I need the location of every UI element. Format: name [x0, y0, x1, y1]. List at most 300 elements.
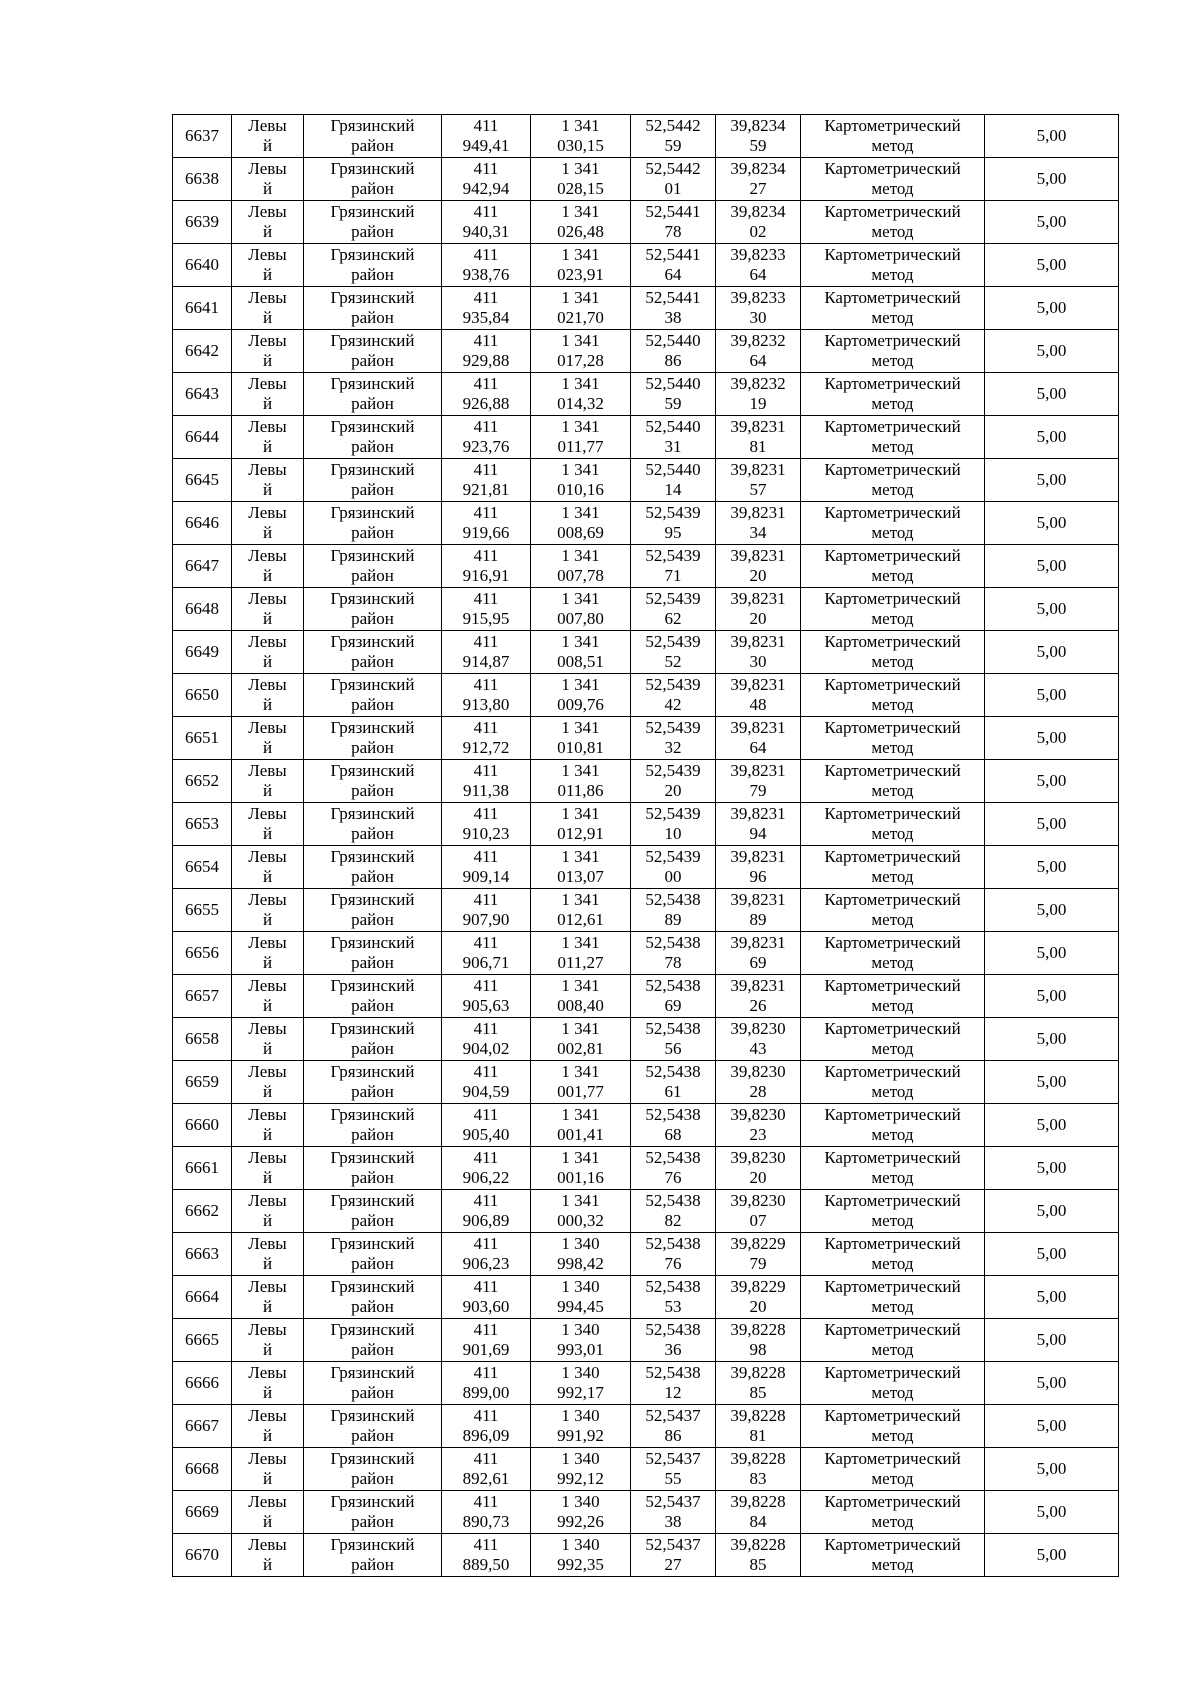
- method-cell-line: метод: [871, 867, 914, 886]
- x-coordinate-cell-line: 411: [473, 589, 499, 608]
- point-number-cell: 6658: [173, 1018, 232, 1061]
- method-cell: [801, 158, 985, 201]
- method-cell-line: Картометрический: [824, 1105, 961, 1124]
- x-coordinate-cell: [442, 1061, 531, 1104]
- side-cell-line: й: [262, 1426, 273, 1445]
- longitude-cell-line: 39,8228: [730, 1535, 786, 1554]
- side-cell-line: Левы: [248, 718, 287, 737]
- method-cell-line: метод: [871, 566, 914, 585]
- x-coordinate-cell-line: 904,02: [462, 1039, 510, 1058]
- method-cell-line: Картометрический: [824, 1234, 961, 1253]
- y-coordinate-cell-line: 1 340: [561, 1535, 600, 1554]
- district-cell-line: район: [351, 910, 394, 929]
- x-coordinate-cell-line: 940,31: [462, 222, 510, 241]
- method-cell: [801, 846, 985, 889]
- side-cell: [232, 330, 304, 373]
- longitude-cell: [716, 1448, 801, 1491]
- y-coordinate-cell: [531, 1362, 631, 1405]
- y-coordinate-cell-line: 1 340: [561, 1492, 600, 1511]
- district-cell: [304, 330, 442, 373]
- y-coordinate-cell-line: 017,28: [557, 351, 604, 370]
- latitude-cell-line: 52,5438: [645, 1105, 701, 1124]
- district-cell-line: Грязинский: [330, 331, 415, 350]
- side-cell-line: й: [262, 523, 273, 542]
- district-cell-line: район: [351, 523, 394, 542]
- method-cell: [801, 244, 985, 287]
- x-coordinate-cell: [442, 717, 531, 760]
- method-cell: [801, 803, 985, 846]
- table-row: [173, 1061, 1119, 1104]
- x-coordinate-cell: [442, 201, 531, 244]
- table-row: [173, 1534, 1119, 1577]
- method-cell: [801, 889, 985, 932]
- longitude-cell-line: 98: [749, 1340, 767, 1359]
- district-cell: [304, 1362, 442, 1405]
- latitude-cell-line: 52,5437: [645, 1449, 701, 1468]
- x-coordinate-cell-line: 892,61: [462, 1469, 510, 1488]
- x-coordinate-cell-line: 949,41: [462, 136, 510, 155]
- district-cell: [304, 545, 442, 588]
- x-coordinate-cell: [442, 1233, 531, 1276]
- latitude-cell: [631, 631, 716, 674]
- longitude-cell-line: 39,8231: [730, 976, 786, 995]
- side-cell-line: й: [262, 1082, 273, 1101]
- point-number-cell: 6642: [173, 330, 232, 373]
- table-row: [173, 1104, 1119, 1147]
- x-coordinate-cell: [442, 1319, 531, 1362]
- side-cell: [232, 545, 304, 588]
- x-coordinate-cell-line: 411: [473, 1406, 499, 1425]
- district-cell-line: район: [351, 566, 394, 585]
- table-body: [173, 115, 1119, 1577]
- method-cell-line: Картометрический: [824, 460, 961, 479]
- method-cell-line: метод: [871, 1555, 914, 1574]
- side-cell-line: й: [262, 1469, 273, 1488]
- side-cell-line: й: [262, 695, 273, 714]
- method-cell-line: Картометрический: [824, 1277, 961, 1296]
- district-cell: [304, 674, 442, 717]
- y-coordinate-cell: [531, 373, 631, 416]
- district-cell-line: район: [351, 996, 394, 1015]
- longitude-cell-line: 81: [749, 1426, 767, 1445]
- longitude-cell-line: 39,8231: [730, 718, 786, 737]
- district-cell: [304, 201, 442, 244]
- latitude-cell-line: 52,5439: [645, 675, 701, 694]
- y-coordinate-cell-line: 013,07: [557, 867, 604, 886]
- table-row: [173, 373, 1119, 416]
- y-coordinate-cell: [531, 115, 631, 158]
- x-coordinate-cell: [442, 502, 531, 545]
- point-number-cell: 6650: [173, 674, 232, 717]
- x-coordinate-cell: [442, 1190, 531, 1233]
- longitude-cell: [716, 1276, 801, 1319]
- latitude-cell: [631, 1061, 716, 1104]
- latitude-cell-line: 64: [664, 265, 682, 284]
- district-cell-line: район: [351, 179, 394, 198]
- longitude-cell: [716, 760, 801, 803]
- district-cell-line: Грязинский: [330, 761, 415, 780]
- latitude-cell-line: 52,5437: [645, 1406, 701, 1425]
- point-number-cell: 6639: [173, 201, 232, 244]
- x-coordinate-cell-line: 906,22: [462, 1168, 510, 1187]
- district-cell: [304, 1276, 442, 1319]
- y-coordinate-cell: [531, 287, 631, 330]
- y-coordinate-cell: [531, 588, 631, 631]
- longitude-cell-line: 39,8231: [730, 632, 786, 651]
- x-coordinate-cell: [442, 631, 531, 674]
- longitude-cell: [716, 373, 801, 416]
- y-coordinate-cell: [531, 545, 631, 588]
- table-row: [173, 975, 1119, 1018]
- point-number-cell: 6645: [173, 459, 232, 502]
- longitude-cell-line: 39,8233: [730, 288, 786, 307]
- latitude-cell-line: 82: [664, 1211, 682, 1230]
- table-row: [173, 1491, 1119, 1534]
- longitude-cell-line: 20: [749, 609, 767, 628]
- point-number-cell: 6656: [173, 932, 232, 975]
- longitude-cell-line: 39,8228: [730, 1492, 786, 1511]
- district-cell-line: Грязинский: [330, 847, 415, 866]
- side-cell-line: й: [262, 1125, 273, 1144]
- method-cell: [801, 502, 985, 545]
- side-cell: [232, 1061, 304, 1104]
- longitude-cell: [716, 674, 801, 717]
- method-cell-line: метод: [871, 781, 914, 800]
- table-row: [173, 115, 1119, 158]
- x-coordinate-cell-line: 411: [473, 503, 499, 522]
- side-cell: [232, 1534, 304, 1577]
- y-coordinate-cell-line: 011,86: [557, 781, 604, 800]
- accuracy-cell: 5,00: [985, 1147, 1119, 1190]
- longitude-cell-line: 39,8230: [730, 1105, 786, 1124]
- x-coordinate-cell-line: 942,94: [462, 179, 510, 198]
- accuracy-cell: 5,00: [985, 1534, 1119, 1577]
- latitude-cell: [631, 846, 716, 889]
- x-coordinate-cell: [442, 244, 531, 287]
- x-coordinate-cell-line: 411: [473, 761, 499, 780]
- longitude-cell-line: 02: [749, 222, 767, 241]
- y-coordinate-cell: [531, 1233, 631, 1276]
- district-cell: [304, 889, 442, 932]
- side-cell-line: Левы: [248, 245, 287, 264]
- x-coordinate-cell-line: 899,00: [462, 1383, 510, 1402]
- method-cell-line: Картометрический: [824, 417, 961, 436]
- longitude-cell-line: 39,8230: [730, 1148, 786, 1167]
- y-coordinate-cell-line: 1 340: [561, 1234, 600, 1253]
- x-coordinate-cell-line: 411: [473, 933, 499, 952]
- y-coordinate-cell-line: 993,01: [557, 1340, 604, 1359]
- side-cell: [232, 287, 304, 330]
- side-cell-line: й: [262, 1555, 273, 1574]
- latitude-cell-line: 52,5439: [645, 546, 701, 565]
- x-coordinate-cell: [442, 287, 531, 330]
- method-cell-line: метод: [871, 824, 914, 843]
- accuracy-cell: 5,00: [985, 459, 1119, 502]
- latitude-cell: [631, 1319, 716, 1362]
- x-coordinate-cell-line: 896,09: [462, 1426, 510, 1445]
- side-cell-line: Левы: [248, 460, 287, 479]
- district-cell-line: район: [351, 1555, 394, 1574]
- side-cell-line: й: [262, 1297, 273, 1316]
- side-cell-line: й: [262, 1039, 273, 1058]
- x-coordinate-cell-line: 913,80: [462, 695, 510, 714]
- y-coordinate-cell-line: 1 341: [561, 331, 600, 350]
- y-coordinate-cell-line: 1 341: [561, 804, 600, 823]
- accuracy-cell: 5,00: [985, 717, 1119, 760]
- longitude-cell: [716, 932, 801, 975]
- district-cell: [304, 244, 442, 287]
- latitude-cell-line: 52,5437: [645, 1535, 701, 1554]
- y-coordinate-cell-line: 1 340: [561, 1320, 600, 1339]
- point-number-cell: 6640: [173, 244, 232, 287]
- x-coordinate-cell-line: 921,81: [462, 480, 510, 499]
- district-cell-line: Грязинский: [330, 288, 415, 307]
- y-coordinate-cell: [531, 1276, 631, 1319]
- latitude-cell-line: 61: [664, 1082, 682, 1101]
- side-cell-line: й: [262, 265, 273, 284]
- x-coordinate-cell-line: 411: [473, 202, 499, 221]
- district-cell-line: район: [351, 781, 394, 800]
- table-row: [173, 803, 1119, 846]
- longitude-cell: [716, 889, 801, 932]
- x-coordinate-cell: [442, 889, 531, 932]
- y-coordinate-cell-line: 026,48: [557, 222, 604, 241]
- latitude-cell: [631, 889, 716, 932]
- point-number-cell: 6653: [173, 803, 232, 846]
- method-cell-line: метод: [871, 652, 914, 671]
- latitude-cell: [631, 1190, 716, 1233]
- y-coordinate-cell: [531, 760, 631, 803]
- district-cell: [304, 1147, 442, 1190]
- x-coordinate-cell: [442, 115, 531, 158]
- y-coordinate-cell-line: 992,35: [557, 1555, 604, 1574]
- method-cell-line: Картометрический: [824, 331, 961, 350]
- latitude-cell-line: 76: [664, 1254, 682, 1273]
- x-coordinate-cell: [442, 803, 531, 846]
- longitude-cell: [716, 1061, 801, 1104]
- x-coordinate-cell-line: 914,87: [462, 652, 510, 671]
- district-cell-line: район: [351, 1168, 394, 1187]
- latitude-cell-line: 52,5442: [645, 116, 701, 135]
- table-row: [173, 631, 1119, 674]
- district-cell-line: район: [351, 480, 394, 499]
- x-coordinate-cell: [442, 1362, 531, 1405]
- longitude-cell: [716, 201, 801, 244]
- district-cell: [304, 373, 442, 416]
- district-cell: [304, 1018, 442, 1061]
- x-coordinate-cell: [442, 459, 531, 502]
- table-row: [173, 674, 1119, 717]
- y-coordinate-cell: [531, 631, 631, 674]
- side-cell-line: Левы: [248, 589, 287, 608]
- method-cell-line: метод: [871, 1297, 914, 1316]
- point-number-cell: 6668: [173, 1448, 232, 1491]
- y-coordinate-cell-line: 007,80: [557, 609, 604, 628]
- district-cell-line: район: [351, 824, 394, 843]
- latitude-cell-line: 20: [664, 781, 682, 800]
- side-cell-line: й: [262, 996, 273, 1015]
- method-cell-line: метод: [871, 1254, 914, 1273]
- latitude-cell-line: 52,5440: [645, 460, 701, 479]
- longitude-cell: [716, 115, 801, 158]
- method-cell-line: метод: [871, 1512, 914, 1531]
- table-row: [173, 287, 1119, 330]
- longitude-cell: [716, 588, 801, 631]
- district-cell-line: Грязинский: [330, 546, 415, 565]
- method-cell: [801, 932, 985, 975]
- accuracy-cell: 5,00: [985, 502, 1119, 545]
- point-number-cell: 6667: [173, 1405, 232, 1448]
- latitude-cell-line: 52,5438: [645, 1234, 701, 1253]
- latitude-cell: [631, 932, 716, 975]
- side-cell-line: й: [262, 136, 273, 155]
- x-coordinate-cell-line: 411: [473, 288, 499, 307]
- district-cell-line: район: [351, 1297, 394, 1316]
- district-cell: [304, 1405, 442, 1448]
- method-cell-line: метод: [871, 953, 914, 972]
- x-coordinate-cell-line: 411: [473, 417, 499, 436]
- side-cell: [232, 889, 304, 932]
- district-cell: [304, 975, 442, 1018]
- y-coordinate-cell: [531, 717, 631, 760]
- district-cell-line: Грязинский: [330, 1277, 415, 1296]
- point-number-cell: 6670: [173, 1534, 232, 1577]
- method-cell: [801, 1190, 985, 1233]
- x-coordinate-cell: [442, 1147, 531, 1190]
- accuracy-cell: 5,00: [985, 1104, 1119, 1147]
- longitude-cell: [716, 1104, 801, 1147]
- district-cell-line: район: [351, 1340, 394, 1359]
- side-cell: [232, 674, 304, 717]
- district-cell-line: Грязинский: [330, 1492, 415, 1511]
- method-cell-line: метод: [871, 394, 914, 413]
- y-coordinate-cell-line: 1 341: [561, 159, 600, 178]
- y-coordinate-cell: [531, 1104, 631, 1147]
- table-row: [173, 760, 1119, 803]
- side-cell-line: Левы: [248, 890, 287, 909]
- district-cell-line: район: [351, 222, 394, 241]
- y-coordinate-cell-line: 992,12: [557, 1469, 604, 1488]
- method-cell-line: Картометрический: [824, 1019, 961, 1038]
- method-cell-line: метод: [871, 523, 914, 542]
- side-cell: [232, 1362, 304, 1405]
- y-coordinate-cell-line: 002,81: [557, 1039, 604, 1058]
- table-row: [173, 1018, 1119, 1061]
- longitude-cell: [716, 1190, 801, 1233]
- x-coordinate-cell-line: 935,84: [462, 308, 510, 327]
- latitude-cell-line: 56: [664, 1039, 682, 1058]
- district-cell-line: Грязинский: [330, 804, 415, 823]
- latitude-cell-line: 86: [664, 351, 682, 370]
- x-coordinate-cell-line: 411: [473, 1320, 499, 1339]
- side-cell-line: Левы: [248, 1105, 287, 1124]
- latitude-cell: [631, 287, 716, 330]
- accuracy-cell: 5,00: [985, 158, 1119, 201]
- y-coordinate-cell-line: 1 341: [561, 761, 600, 780]
- longitude-cell-line: 85: [749, 1383, 767, 1402]
- district-cell: [304, 1319, 442, 1362]
- point-number-cell: 6644: [173, 416, 232, 459]
- latitude-cell-line: 59: [664, 394, 682, 413]
- side-cell: [232, 115, 304, 158]
- longitude-cell-line: 39,8234: [730, 159, 786, 178]
- x-coordinate-cell-line: 411: [473, 890, 499, 909]
- latitude-cell-line: 52,5439: [645, 589, 701, 608]
- latitude-cell-line: 52,5438: [645, 1148, 701, 1167]
- longitude-cell: [716, 545, 801, 588]
- method-cell-line: метод: [871, 1125, 914, 1144]
- district-cell-line: район: [351, 867, 394, 886]
- district-cell: [304, 502, 442, 545]
- y-coordinate-cell: [531, 1147, 631, 1190]
- accuracy-cell: 5,00: [985, 760, 1119, 803]
- longitude-cell-line: 27: [749, 179, 767, 198]
- x-coordinate-cell-line: 904,59: [462, 1082, 510, 1101]
- point-number-cell: 6652: [173, 760, 232, 803]
- district-cell-line: Грязинский: [330, 1320, 415, 1339]
- y-coordinate-cell-line: 009,76: [557, 695, 604, 714]
- latitude-cell: [631, 373, 716, 416]
- point-number-cell: 6651: [173, 717, 232, 760]
- x-coordinate-cell-line: 905,63: [462, 996, 510, 1015]
- side-cell-line: Левы: [248, 503, 287, 522]
- method-cell: [801, 1147, 985, 1190]
- district-cell-line: район: [351, 1469, 394, 1488]
- longitude-cell-line: 39,8231: [730, 933, 786, 952]
- district-cell-line: Грязинский: [330, 632, 415, 651]
- y-coordinate-cell-line: 992,26: [557, 1512, 604, 1531]
- district-cell-line: район: [351, 609, 394, 628]
- latitude-cell-line: 52,5441: [645, 245, 701, 264]
- accuracy-cell: 5,00: [985, 115, 1119, 158]
- latitude-cell-line: 10: [664, 824, 682, 843]
- longitude-cell-line: 83: [749, 1469, 767, 1488]
- longitude-cell: [716, 1018, 801, 1061]
- side-cell-line: Левы: [248, 202, 287, 221]
- longitude-cell-line: 39,8230: [730, 1019, 786, 1038]
- x-coordinate-cell: [442, 846, 531, 889]
- longitude-cell-line: 39,8231: [730, 460, 786, 479]
- y-coordinate-cell-line: 014,32: [557, 394, 604, 413]
- longitude-cell-line: 39,8231: [730, 546, 786, 565]
- side-cell-line: Левы: [248, 675, 287, 694]
- longitude-cell-line: 39,8228: [730, 1363, 786, 1382]
- longitude-cell-line: 20: [749, 566, 767, 585]
- district-cell-line: район: [351, 1383, 394, 1402]
- longitude-cell-line: 20: [749, 1297, 767, 1316]
- side-cell-line: Левы: [248, 159, 287, 178]
- point-number-cell: 6649: [173, 631, 232, 674]
- latitude-cell-line: 59: [664, 136, 682, 155]
- y-coordinate-cell-line: 994,45: [557, 1297, 604, 1316]
- side-cell-line: й: [262, 566, 273, 585]
- method-cell-line: метод: [871, 609, 914, 628]
- accuracy-cell: 5,00: [985, 1491, 1119, 1534]
- longitude-cell-line: 39,8229: [730, 1234, 786, 1253]
- method-cell-line: Картометрический: [824, 890, 961, 909]
- accuracy-cell: 5,00: [985, 1276, 1119, 1319]
- y-coordinate-cell-line: 010,81: [557, 738, 604, 757]
- y-coordinate-cell: [531, 1190, 631, 1233]
- table-row: [173, 717, 1119, 760]
- latitude-cell: [631, 1534, 716, 1577]
- method-cell-line: Картометрический: [824, 1062, 961, 1081]
- side-cell-line: Левы: [248, 1234, 287, 1253]
- side-cell: [232, 1147, 304, 1190]
- side-cell: [232, 1405, 304, 1448]
- longitude-cell-line: 64: [749, 738, 767, 757]
- district-cell-line: Грязинский: [330, 417, 415, 436]
